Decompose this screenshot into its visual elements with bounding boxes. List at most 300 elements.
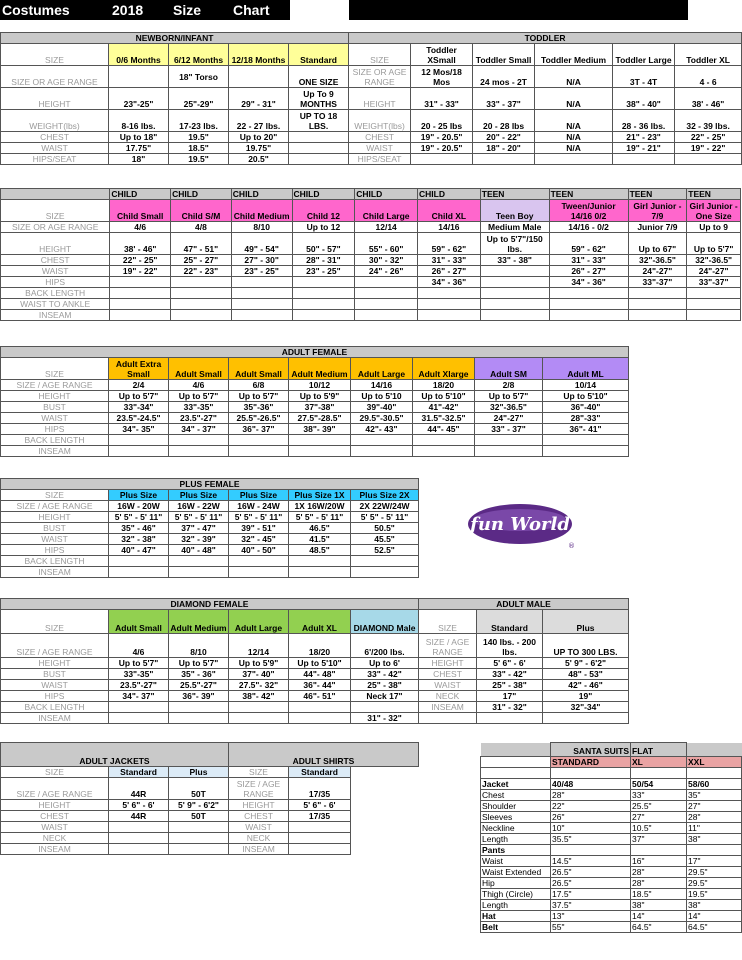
table-cell: WAIST <box>1 822 109 833</box>
table-cell <box>109 446 169 457</box>
table-row <box>481 845 742 856</box>
table-cell: 22" - 25" <box>675 132 742 143</box>
table-cell <box>229 556 289 567</box>
table-cell: 23.5"-27" <box>169 413 229 424</box>
table-cell: 33"-37" <box>687 277 741 288</box>
table-cell: 52.5" <box>351 545 419 556</box>
table-cell: 37" - 47" <box>169 523 229 534</box>
table-cell: 20" - 22" <box>473 132 535 143</box>
table-cell <box>631 845 687 856</box>
table-cell <box>687 288 741 299</box>
table-row <box>1 66 742 88</box>
table-cell: 20 - 28 lbs <box>473 110 535 132</box>
table-cell: INSEAM <box>1 446 109 457</box>
table-row <box>1 658 629 669</box>
table-cell <box>231 277 292 288</box>
table-cell: 17-23 lbs. <box>169 110 229 132</box>
table-row <box>1 402 629 413</box>
table-cell: WAIST <box>419 680 477 691</box>
table-cell: SIZE / AGE RANGE <box>229 778 289 800</box>
table-cell: 32"-36.5" <box>687 255 741 266</box>
table-cell: 19" - 22" <box>675 143 742 154</box>
table-cell: 50T <box>169 778 229 800</box>
table-cell: WEIGHT(lbs) <box>1 110 109 132</box>
column-group-label: CHILD <box>355 189 418 200</box>
column-group-label: TEEN <box>480 189 549 200</box>
table-cell: 14/16 <box>351 380 413 391</box>
table-row <box>481 867 742 878</box>
table-cell: WAIST <box>1 680 109 691</box>
table-cell: SIZE <box>419 610 477 634</box>
table-cell: Adult Small <box>229 358 289 380</box>
table-cell: Up to 5'10" <box>413 391 475 402</box>
table-cell: ONE SIZE <box>289 66 349 88</box>
table-cell: 25" - 38" <box>477 680 543 691</box>
table-cell: 33" - 37" <box>473 88 535 110</box>
table-cell: 18" <box>109 154 169 165</box>
table-cell: 41"-42" <box>413 402 475 413</box>
table-cell <box>229 713 289 724</box>
table-row <box>1 501 419 512</box>
table-cell <box>110 310 171 321</box>
table-cell: 16W - 22W <box>169 501 229 512</box>
table-cell: 5' 5" - 5' 11" <box>109 512 169 523</box>
table-cell: 44R <box>109 778 169 800</box>
table-cell: 6/8 <box>229 380 289 391</box>
table-cell: Toddler Large <box>613 44 675 66</box>
table-row <box>481 856 742 867</box>
table-cell: 26" <box>551 812 631 823</box>
table-cell: INSEAM <box>229 844 289 855</box>
table-cell: 17.5" <box>551 889 631 900</box>
table-cell: SIZE <box>1 767 109 778</box>
table-cell: 2X 22W/24W <box>351 501 419 512</box>
table-cell: Plus Size <box>229 490 289 501</box>
table-cell: 5' 6" - 6' <box>109 800 169 811</box>
table-cell: Up to 5'9" <box>229 658 289 669</box>
table-row <box>481 801 742 812</box>
table-cell: SIZE / AGE RANGE <box>1 380 109 391</box>
logo-registered-mark: ® <box>568 542 575 550</box>
table-cell: 8/10 <box>231 222 292 233</box>
table-cell <box>289 154 349 165</box>
table-cell: Up to 5'10" <box>289 658 351 669</box>
table-cell: 25" - 38" <box>351 680 419 691</box>
table-cell: 38"- 39" <box>289 424 351 435</box>
table-cell: 39" - 51" <box>229 523 289 534</box>
table-cell: 4/6 <box>109 634 169 658</box>
table-cell: BUST <box>1 402 109 413</box>
table-row <box>1 110 742 132</box>
title-word-size: Size <box>173 2 202 18</box>
table-cell: 20 - 25 lbs <box>411 110 473 132</box>
table-row <box>1 358 629 380</box>
table-cell <box>355 288 418 299</box>
table-cell: 17/35 <box>289 811 351 822</box>
table-cell: WAIST <box>1 266 110 277</box>
table-cell <box>229 702 289 713</box>
table-cell: Adult Medium <box>169 610 229 634</box>
table-cell: 12/18 Months <box>229 44 289 66</box>
column-group-label: CHILD <box>171 189 232 200</box>
table-cell: 32 - 39 lbs. <box>675 110 742 132</box>
table-cell: SIZE / AGE RANGE <box>419 634 477 658</box>
table-cell: 18.5" <box>631 889 687 900</box>
table-row <box>1 446 629 457</box>
table-cell: 29.5" <box>687 878 742 889</box>
table-cell: 10" <box>551 823 631 834</box>
table-cell: 27.5"-28.5" <box>289 413 351 424</box>
table-row <box>1 512 419 523</box>
table-cell: Up to 5'7" <box>109 658 169 669</box>
table-cell: HIPS <box>1 277 110 288</box>
table-cell: 38" - 40" <box>613 88 675 110</box>
table-cell <box>549 288 628 299</box>
table-cell: 32"-36.5" <box>628 255 687 266</box>
table-cell: Up to 9 <box>687 222 741 233</box>
table-cell <box>628 299 687 310</box>
table-cell: 31.5"-32.5" <box>413 413 475 424</box>
table-cell: 4/8 <box>171 222 232 233</box>
table-cell: 23.5"-27" <box>109 680 169 691</box>
table-cell <box>413 446 475 457</box>
table-cell: 36"-40" <box>543 402 629 413</box>
table-cell: CHEST <box>1 811 109 822</box>
table-cell: 19.5" <box>169 154 229 165</box>
table-cell: Adult Small <box>169 358 229 380</box>
table-cell: 21" - 23" <box>613 132 675 143</box>
table-cell: Up to 5'10 <box>351 391 413 402</box>
table-cell: Thigh (Circle) <box>481 889 551 900</box>
table-cell: 27.5"- 32" <box>229 680 289 691</box>
santa-flat: FLAT <box>631 743 687 757</box>
table-cell <box>110 288 171 299</box>
table-cell: UP TO 18 LBS. <box>289 110 349 132</box>
table-cell: 34" - 36" <box>418 277 481 288</box>
table-row <box>1 391 629 402</box>
column-group-label: TEEN <box>628 189 687 200</box>
table-cell: Up to 20" <box>229 132 289 143</box>
table-cell <box>687 299 741 310</box>
column-group-label <box>1 189 110 200</box>
table-cell: 22" <box>551 801 631 812</box>
table-cell: 27" - 30" <box>231 255 292 266</box>
table-cell: 19" <box>543 691 629 702</box>
table-cell: BACK LENGTH <box>1 702 109 713</box>
table-cell: HEIGHT <box>1 800 109 811</box>
table-cell: BACK LENGTH <box>1 288 110 299</box>
table-cell: SIZE / AGE RANGE <box>1 778 109 800</box>
table-cell: Up To 9 MONTHS <box>289 88 349 110</box>
table-cell: 4/6 <box>110 222 171 233</box>
table-cell: 24"-27" <box>475 413 543 424</box>
table-cell: 12 Mos/18 Mos <box>411 66 473 88</box>
table-cell <box>169 567 229 578</box>
table-cell: BACK LENGTH <box>1 556 109 567</box>
table-cell <box>355 299 418 310</box>
table-cell: HEIGHT <box>1 233 110 255</box>
table-cell: 22 - 27 lbs. <box>229 110 289 132</box>
table-cell: Child Small <box>110 200 171 222</box>
table-cell: 5' 6" - 6' <box>289 800 351 811</box>
table-cell: Adult Extra Small <box>109 358 169 380</box>
table-cell: 23" - 25" <box>231 266 292 277</box>
table-cell: 37" <box>631 834 687 845</box>
section-plus-female: PLUS FEMALE <box>1 479 419 490</box>
table-row <box>1 88 742 110</box>
table-cell: CHEST <box>419 669 477 680</box>
table-cell <box>351 446 413 457</box>
table-cell: 25" - 27" <box>171 255 232 266</box>
table-cell <box>480 299 549 310</box>
table-cell: 59" - 62" <box>418 233 481 255</box>
table-cell <box>289 713 351 724</box>
table-cell <box>289 702 351 713</box>
table-cell: 38' - 46" <box>110 233 171 255</box>
table-cell: 24"-27" <box>687 266 741 277</box>
table-cell: HIPS <box>1 545 109 556</box>
table-cell: 34"- 37" <box>109 691 169 702</box>
table-cell: 35" <box>687 790 742 801</box>
title-word-costumes: Costumes <box>2 2 70 18</box>
table-cell <box>473 154 535 165</box>
table-row <box>481 823 742 834</box>
table-cell: 25.5"-27" <box>169 680 229 691</box>
table-cell: 29.5" <box>687 867 742 878</box>
table-cell: 16" <box>631 856 687 867</box>
table-cell: 19" - 22" <box>110 266 171 277</box>
table-row <box>1 233 741 255</box>
table-cell: 49" - 54" <box>231 233 292 255</box>
table-cell <box>480 310 549 321</box>
table-cell: 14" <box>687 911 742 922</box>
table-cell <box>109 833 169 844</box>
table-cell: WAIST <box>1 143 109 154</box>
table-cell: Adult Xlarge <box>413 358 475 380</box>
table-cell <box>549 299 628 310</box>
table-cell: SIZE <box>349 44 411 66</box>
table-cell: 6'/200 lbs. <box>351 634 419 658</box>
table-cell: 8/10 <box>169 634 229 658</box>
table-cell: 35" - 36" <box>169 669 229 680</box>
table-cell: 5' 9" - 6'2" <box>169 800 229 811</box>
section-toddler: TODDLER <box>349 33 742 44</box>
table-cell <box>289 822 351 833</box>
table-cell: 14/16 - 0/2 <box>549 222 628 233</box>
table-cell <box>480 266 549 277</box>
table-cell: 23" - 25" <box>292 266 355 277</box>
table-cell: 1X 16W/20W <box>289 501 351 512</box>
table-cell: 5' 5" - 5' 11" <box>229 512 289 523</box>
table-cell: 23.5"-24.5" <box>109 413 169 424</box>
table-cell: Child 12 <box>292 200 355 222</box>
santa-suits-table <box>480 742 742 933</box>
column-group-label: TEEN <box>687 189 741 200</box>
table-cell: 41.5" <box>289 534 351 545</box>
table-cell <box>543 435 629 446</box>
table-cell: 38" <box>687 900 742 911</box>
table-cell: 32" - 45" <box>229 534 289 545</box>
table-row <box>1 435 629 446</box>
table-cell: CHEST <box>1 255 110 266</box>
table-cell: N/A <box>535 132 613 143</box>
table-cell: Jacket <box>481 779 551 790</box>
table-cell: Shoulder <box>481 801 551 812</box>
table-row <box>1 310 741 321</box>
table-cell: 37"-38" <box>289 402 351 413</box>
table-row <box>1 610 629 634</box>
table-row <box>1 255 741 266</box>
table-cell: 31" - 33" <box>411 88 473 110</box>
table-cell: 33" - 38" <box>480 255 549 266</box>
table-cell <box>687 845 742 856</box>
table-row <box>1 424 629 435</box>
table-cell <box>109 556 169 567</box>
table-cell: 64.5" <box>631 922 687 933</box>
table-cell: 19.5" <box>169 132 229 143</box>
table-cell: Waist <box>481 856 551 867</box>
table-cell: 27" <box>687 801 742 812</box>
table-cell: 32" - 39" <box>169 534 229 545</box>
table-cell <box>551 845 631 856</box>
table-cell: 58/60 <box>687 779 742 790</box>
table-row <box>1 534 419 545</box>
section-adult-female: ADULT FEMALE <box>1 347 629 358</box>
table-cell: Up to 5'7" <box>229 391 289 402</box>
table-cell: 31" - 32" <box>351 713 419 724</box>
table-cell: 40" - 50" <box>229 545 289 556</box>
table-row <box>1 800 419 811</box>
table-cell: HIPS <box>1 691 109 702</box>
table-cell: INSEAM <box>1 844 109 855</box>
table-cell <box>289 567 351 578</box>
table-row <box>1 833 419 844</box>
table-cell: Girl Junior - One Size <box>687 200 741 222</box>
table-cell: BACK LENGTH <box>1 435 109 446</box>
table-cell: Toddler XL <box>675 44 742 66</box>
table-cell <box>110 277 171 288</box>
table-cell <box>355 277 418 288</box>
table-cell: 35"-36" <box>229 402 289 413</box>
table-cell: 30" - 32" <box>355 255 418 266</box>
table-cell: 36"- 39" <box>169 691 229 702</box>
table-cell: 35.5" <box>551 834 631 845</box>
table-cell: 2/4 <box>109 380 169 391</box>
table-cell: Neckline <box>481 823 551 834</box>
table-cell: 24 mos - 2T <box>473 66 535 88</box>
table-row <box>1 200 741 222</box>
table-cell: N/A <box>535 66 613 88</box>
table-cell: 11" <box>687 823 742 834</box>
table-cell: HEIGHT <box>419 658 477 669</box>
table-row <box>1 143 742 154</box>
table-cell <box>169 446 229 457</box>
table-cell <box>543 713 629 724</box>
table-cell: 26" - 27" <box>549 266 628 277</box>
child-teen-table <box>0 188 741 321</box>
table-cell: NECK <box>1 833 109 844</box>
column-group-label: CHILD <box>110 189 171 200</box>
table-row <box>1 634 629 658</box>
table-cell: 32"-34" <box>543 702 629 713</box>
table-cell: 19" - 20.5" <box>411 132 473 143</box>
table-cell <box>169 702 229 713</box>
table-cell <box>109 435 169 446</box>
table-cell: HEIGHT <box>1 391 109 402</box>
table-cell <box>411 154 473 165</box>
table-cell: 28" <box>631 878 687 889</box>
table-cell: Plus Size <box>169 490 229 501</box>
table-cell: 2/8 <box>475 380 543 391</box>
table-cell <box>351 702 419 713</box>
table-cell: Plus <box>543 610 629 634</box>
table-cell: 48" - 53" <box>543 669 629 680</box>
table-cell: 33"-35" <box>169 402 229 413</box>
table-cell: Toddler Small <box>473 44 535 66</box>
table-cell: INSEAM <box>419 702 477 713</box>
santa-size-head: XXL <box>687 757 742 768</box>
jackets-shirts-table <box>0 742 419 855</box>
table-cell: BUST <box>1 669 109 680</box>
table-cell: Pants <box>481 845 551 856</box>
table-cell: Up to 5'7" <box>169 391 229 402</box>
table-cell: CHEST <box>1 132 109 143</box>
table-row <box>1 266 741 277</box>
table-cell: 44"- 45" <box>413 424 475 435</box>
table-row <box>1 669 629 680</box>
table-cell <box>475 446 543 457</box>
table-cell: 31" - 33" <box>418 255 481 266</box>
table-cell: 17" <box>477 691 543 702</box>
table-cell <box>171 277 232 288</box>
table-row <box>481 889 742 900</box>
table-cell: 12/14 <box>229 634 289 658</box>
table-row <box>481 922 742 933</box>
table-cell <box>169 822 229 833</box>
table-cell: HIPS/SEAT <box>349 154 411 165</box>
table-cell: 40" - 47" <box>109 545 169 556</box>
table-cell: Plus <box>169 767 229 778</box>
table-cell: 32" - 38" <box>109 534 169 545</box>
table-cell: Plus Size 2X <box>351 490 419 501</box>
table-cell: HIPS/SEAT <box>1 154 109 165</box>
table-row <box>1 490 419 501</box>
table-cell: 8-16 lbs. <box>109 110 169 132</box>
table-cell <box>169 833 229 844</box>
table-cell: Junior 7/9 <box>628 222 687 233</box>
table-cell <box>289 435 351 446</box>
table-cell: 29.5"-30.5" <box>351 413 413 424</box>
diamond-male-table <box>0 598 629 724</box>
table-cell: 18.5" <box>169 143 229 154</box>
table-row <box>1 567 419 578</box>
table-row <box>1 778 419 800</box>
table-cell: N/A <box>535 143 613 154</box>
table-cell <box>413 435 475 446</box>
table-cell <box>292 288 355 299</box>
fun-world-logo <box>466 500 574 550</box>
santa-size-head: STANDARD <box>551 757 631 768</box>
table-cell: Up to 5'7"/150 lbs. <box>480 233 549 255</box>
table-cell: SIZE <box>229 767 289 778</box>
title-bar <box>0 0 290 20</box>
table-cell: 25.5" <box>631 801 687 812</box>
table-cell: 36"- 44" <box>289 680 351 691</box>
table-row <box>1 154 742 165</box>
table-cell: Up to 18" <box>109 132 169 143</box>
table-cell: SIZE <box>1 358 109 380</box>
table-cell: 47" - 51" <box>171 233 232 255</box>
